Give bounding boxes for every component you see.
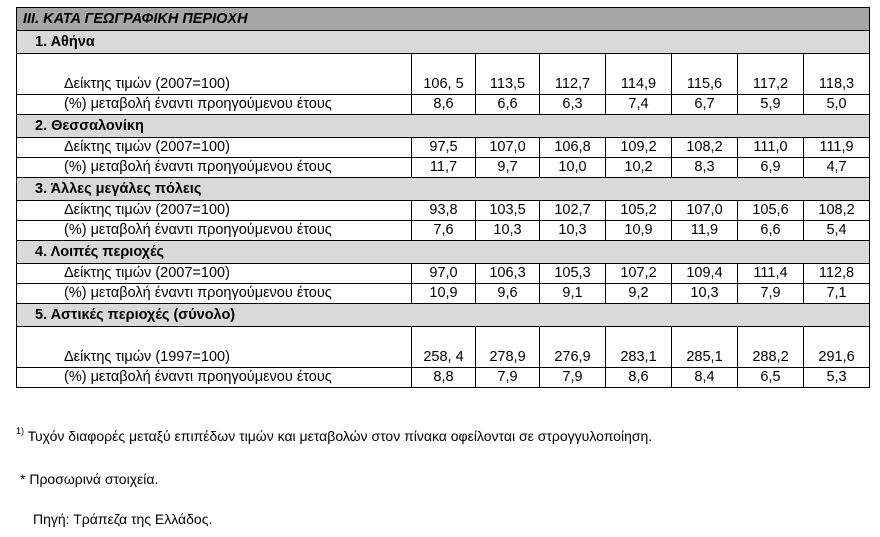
value-cell: 7,9 xyxy=(540,368,606,388)
value-cell: 105,6 xyxy=(738,201,804,221)
value-cell: 278,9 xyxy=(476,327,540,368)
table-title-row xyxy=(17,8,870,31)
value-cell: 4,7 xyxy=(804,158,870,178)
value-cell: 111,4 xyxy=(738,264,804,284)
value-cell: 108,2 xyxy=(804,201,870,221)
value-cell: 7,6 xyxy=(412,221,476,241)
value-cell: 5,3 xyxy=(804,368,870,388)
value-cell: 106,3 xyxy=(476,264,540,284)
section-title: 4. Λοιπές περιοχές xyxy=(17,241,870,264)
value-cell: 102,7 xyxy=(540,201,606,221)
value-cell: 258, 4 xyxy=(412,327,476,368)
value-cell: 10,3 xyxy=(672,284,738,304)
value-cell: 8,8 xyxy=(412,368,476,388)
value-cell: 288,2 xyxy=(738,327,804,368)
table-row xyxy=(17,158,870,178)
value-cell: 10,9 xyxy=(412,284,476,304)
table-row xyxy=(17,284,870,304)
row-label-cell xyxy=(17,264,412,284)
table-row xyxy=(17,54,870,95)
value-cell: 105,2 xyxy=(606,201,672,221)
table-row xyxy=(17,368,870,388)
row-label: (%) μεταβολή έναντι προηγούμενου έτους xyxy=(64,369,332,385)
value-cell: 6,7 xyxy=(672,95,738,115)
table-row xyxy=(17,264,870,284)
table-row xyxy=(17,221,870,241)
section-row xyxy=(17,31,870,54)
value-cell: 107,0 xyxy=(476,138,540,158)
row-label-cell xyxy=(17,221,412,241)
row-label-cell xyxy=(17,327,412,368)
value-cell: 9,1 xyxy=(540,284,606,304)
row-label-cell xyxy=(17,95,412,115)
value-cell: 114,9 xyxy=(606,54,672,95)
section-row xyxy=(17,304,870,327)
value-cell: 291,6 xyxy=(804,327,870,368)
value-cell: 11,7 xyxy=(412,158,476,178)
footnote-provisional: * Προσωρινά στοιχεία. xyxy=(20,471,159,487)
value-cell: 5,9 xyxy=(738,95,804,115)
value-cell: 7,1 xyxy=(804,284,870,304)
row-label: Δείκτης τιμών (1997=100) xyxy=(64,349,230,365)
row-label: (%) μεταβολή έναντι προηγούμενου έτους xyxy=(64,222,332,238)
value-cell: 111,0 xyxy=(738,138,804,158)
table-row xyxy=(17,201,870,221)
row-label-cell xyxy=(17,158,412,178)
value-cell: 10,3 xyxy=(476,221,540,241)
table-row xyxy=(17,95,870,115)
value-cell: 6,6 xyxy=(476,95,540,115)
value-cell: 117,2 xyxy=(738,54,804,95)
row-label-cell xyxy=(17,54,412,95)
footnote-rounding-text: Τυχόν διαφορές μεταξύ επιπέδων τιμών και μεταβολών στον πίνακα οφείλονται σε στρογγυλοποίηση. xyxy=(24,428,653,444)
row-label-cell xyxy=(17,368,412,388)
value-cell: 6,6 xyxy=(738,221,804,241)
value-cell: 97,0 xyxy=(412,264,476,284)
row-label: (%) μεταβολή έναντι προηγούμενου έτους xyxy=(64,285,332,301)
value-cell: 103,5 xyxy=(476,201,540,221)
value-cell: 107,0 xyxy=(672,201,738,221)
source-note: Πηγή: Τράπεζα της Ελλάδος. xyxy=(33,511,213,527)
value-cell: 9,2 xyxy=(606,284,672,304)
value-cell: 8,6 xyxy=(412,95,476,115)
value-cell: 7,9 xyxy=(476,368,540,388)
value-cell: 10,9 xyxy=(606,221,672,241)
footnote-marker: 1) xyxy=(16,426,25,436)
value-cell: 6,3 xyxy=(540,95,606,115)
row-label-cell xyxy=(17,201,412,221)
value-cell: 8,3 xyxy=(672,158,738,178)
value-cell: 9,6 xyxy=(476,284,540,304)
value-cell: 97,5 xyxy=(412,138,476,158)
value-cell: 111,9 xyxy=(804,138,870,158)
value-cell: 93,8 xyxy=(412,201,476,221)
section-title: 3. Άλλες μεγάλες πόλεις xyxy=(17,178,870,201)
value-cell: 105,3 xyxy=(540,264,606,284)
section-title: 2. Θεσσαλονίκη xyxy=(17,115,870,138)
table-row xyxy=(17,327,870,368)
value-cell: 7,9 xyxy=(738,284,804,304)
value-cell: 8,4 xyxy=(672,368,738,388)
value-cell: 7,4 xyxy=(606,95,672,115)
value-cell: 6,9 xyxy=(738,158,804,178)
value-cell: 11,9 xyxy=(672,221,738,241)
section-row xyxy=(17,115,870,138)
section-row xyxy=(17,178,870,201)
table-row xyxy=(17,138,870,158)
value-cell: 106,8 xyxy=(540,138,606,158)
value-cell: 5,4 xyxy=(804,221,870,241)
section-title: 5. Αστικές περιοχές (σύνολο) xyxy=(17,304,870,327)
section-row xyxy=(17,241,870,264)
value-cell: 6,5 xyxy=(738,368,804,388)
value-cell: 109,4 xyxy=(672,264,738,284)
value-cell: 285,1 xyxy=(672,327,738,368)
value-cell: 118,3 xyxy=(804,54,870,95)
value-cell: 5,0 xyxy=(804,95,870,115)
row-label-cell xyxy=(17,284,412,304)
value-cell: 108,2 xyxy=(672,138,738,158)
row-label: (%) μεταβολή έναντι προηγούμενου έτους xyxy=(64,96,332,112)
table-title: III. ΚΑΤΑ ΓΕΩΓΡΑΦΙΚΗ ΠΕΡΙΟΧΗ xyxy=(17,8,870,31)
section-title: 1. Αθήνα xyxy=(17,31,870,54)
value-cell: 113,5 xyxy=(476,54,540,95)
value-cell: 10,0 xyxy=(540,158,606,178)
price-index-table xyxy=(16,7,870,388)
value-cell: 115,6 xyxy=(672,54,738,95)
value-cell: 107,2 xyxy=(606,264,672,284)
value-cell: 283,1 xyxy=(606,327,672,368)
value-cell: 112,8 xyxy=(804,264,870,284)
value-cell: 106, 5 xyxy=(412,54,476,95)
row-label: Δείκτης τιμών (2007=100) xyxy=(64,76,230,92)
row-label: Δείκτης τιμών (2007=100) xyxy=(64,265,230,281)
value-cell: 276,9 xyxy=(540,327,606,368)
value-cell: 112,7 xyxy=(540,54,606,95)
footnote-rounding xyxy=(16,428,652,444)
value-cell: 109,2 xyxy=(606,138,672,158)
row-label-cell xyxy=(17,138,412,158)
row-label: (%) μεταβολή έναντι προηγούμενου έτους xyxy=(64,159,332,175)
row-label: Δείκτης τιμών (2007=100) xyxy=(64,202,230,218)
value-cell: 8,6 xyxy=(606,368,672,388)
value-cell: 9,7 xyxy=(476,158,540,178)
value-cell: 10,3 xyxy=(540,221,606,241)
value-cell: 10,2 xyxy=(606,158,672,178)
row-label: Δείκτης τιμών (2007=100) xyxy=(64,139,230,155)
